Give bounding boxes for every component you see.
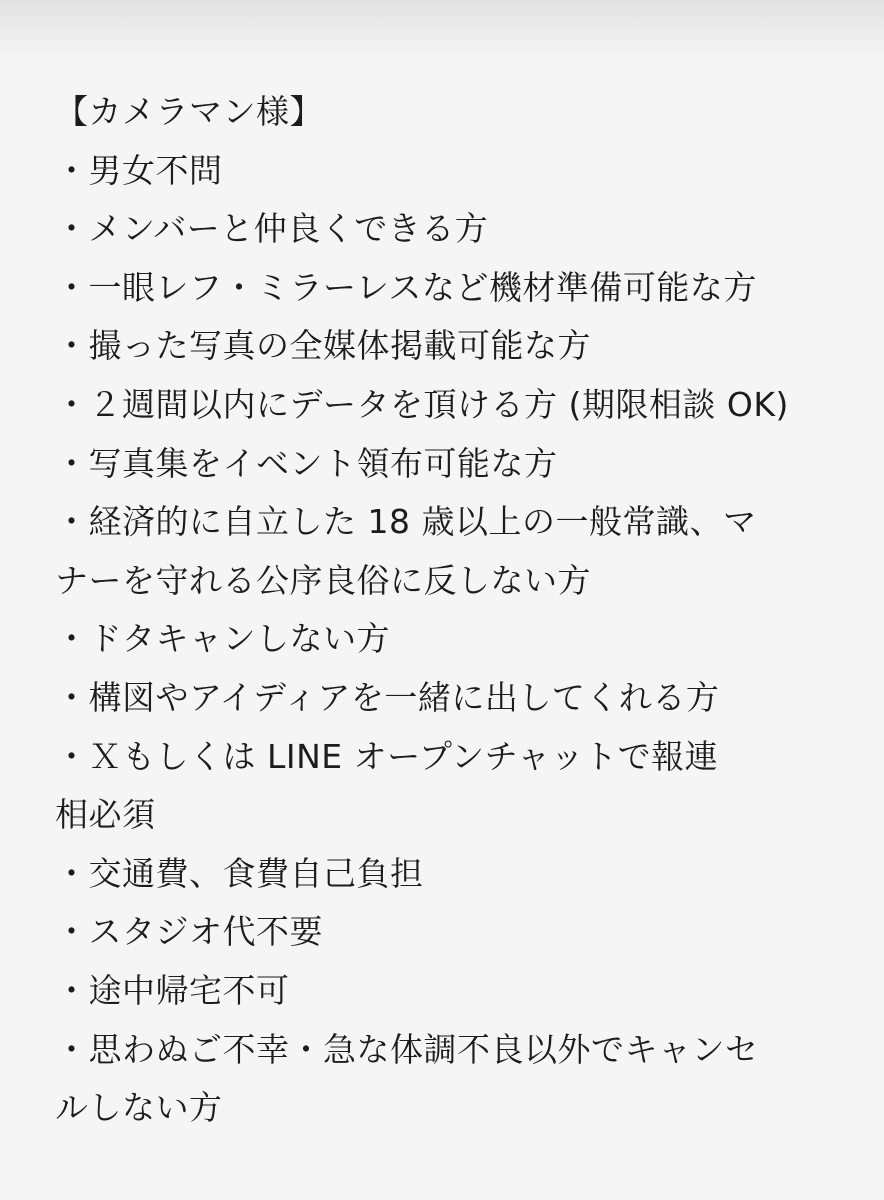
text-line-17: ルしない方 <box>55 1088 223 1128</box>
top-shadow <box>0 0 884 60</box>
text-line-4: ・撮った写真の全媒体掲載可能な方 <box>55 326 591 366</box>
text-line-8: ナーを守れる公序良俗に反しない方 <box>55 560 591 600</box>
text-line-1: ・男女不問 <box>55 150 223 190</box>
text-line-15: ・途中帰宅不可 <box>55 970 290 1010</box>
text-line-13: ・交通費、食費自己負担 <box>55 853 424 893</box>
text-line-11: ・Ｘもしくは LINE オープンチャットで報連 <box>55 736 719 776</box>
heading: 【カメラマン様】 <box>55 92 323 131</box>
text-line-9: ・ドタキャンしない方 <box>55 619 390 659</box>
text-line-7: ・経済的に自立した 18 歳以上の一般常識、マ <box>55 502 757 542</box>
text-line-14: ・スタジオ代不要 <box>55 912 323 952</box>
text-line-5: ・２週間以内にデータを頂ける方 (期限相談 OK) <box>55 384 789 424</box>
text-line-10: ・構図やアイディアを一緒に出してくれる方 <box>55 677 720 717</box>
text-line-6: ・写真集をイベント領布可能な方 <box>55 443 558 483</box>
requirements-text <box>55 83 855 1138</box>
text-line-12: 相必須 <box>55 795 156 835</box>
text-line-2: ・メンバーと仲良くできる方 <box>55 209 489 249</box>
text-line-16: ・思わぬご不幸・急な体調不良以外でキャンセ <box>55 1029 759 1069</box>
text-line-3: ・一眼レフ・ミラーレスなど機材準備可能な方 <box>55 267 757 307</box>
